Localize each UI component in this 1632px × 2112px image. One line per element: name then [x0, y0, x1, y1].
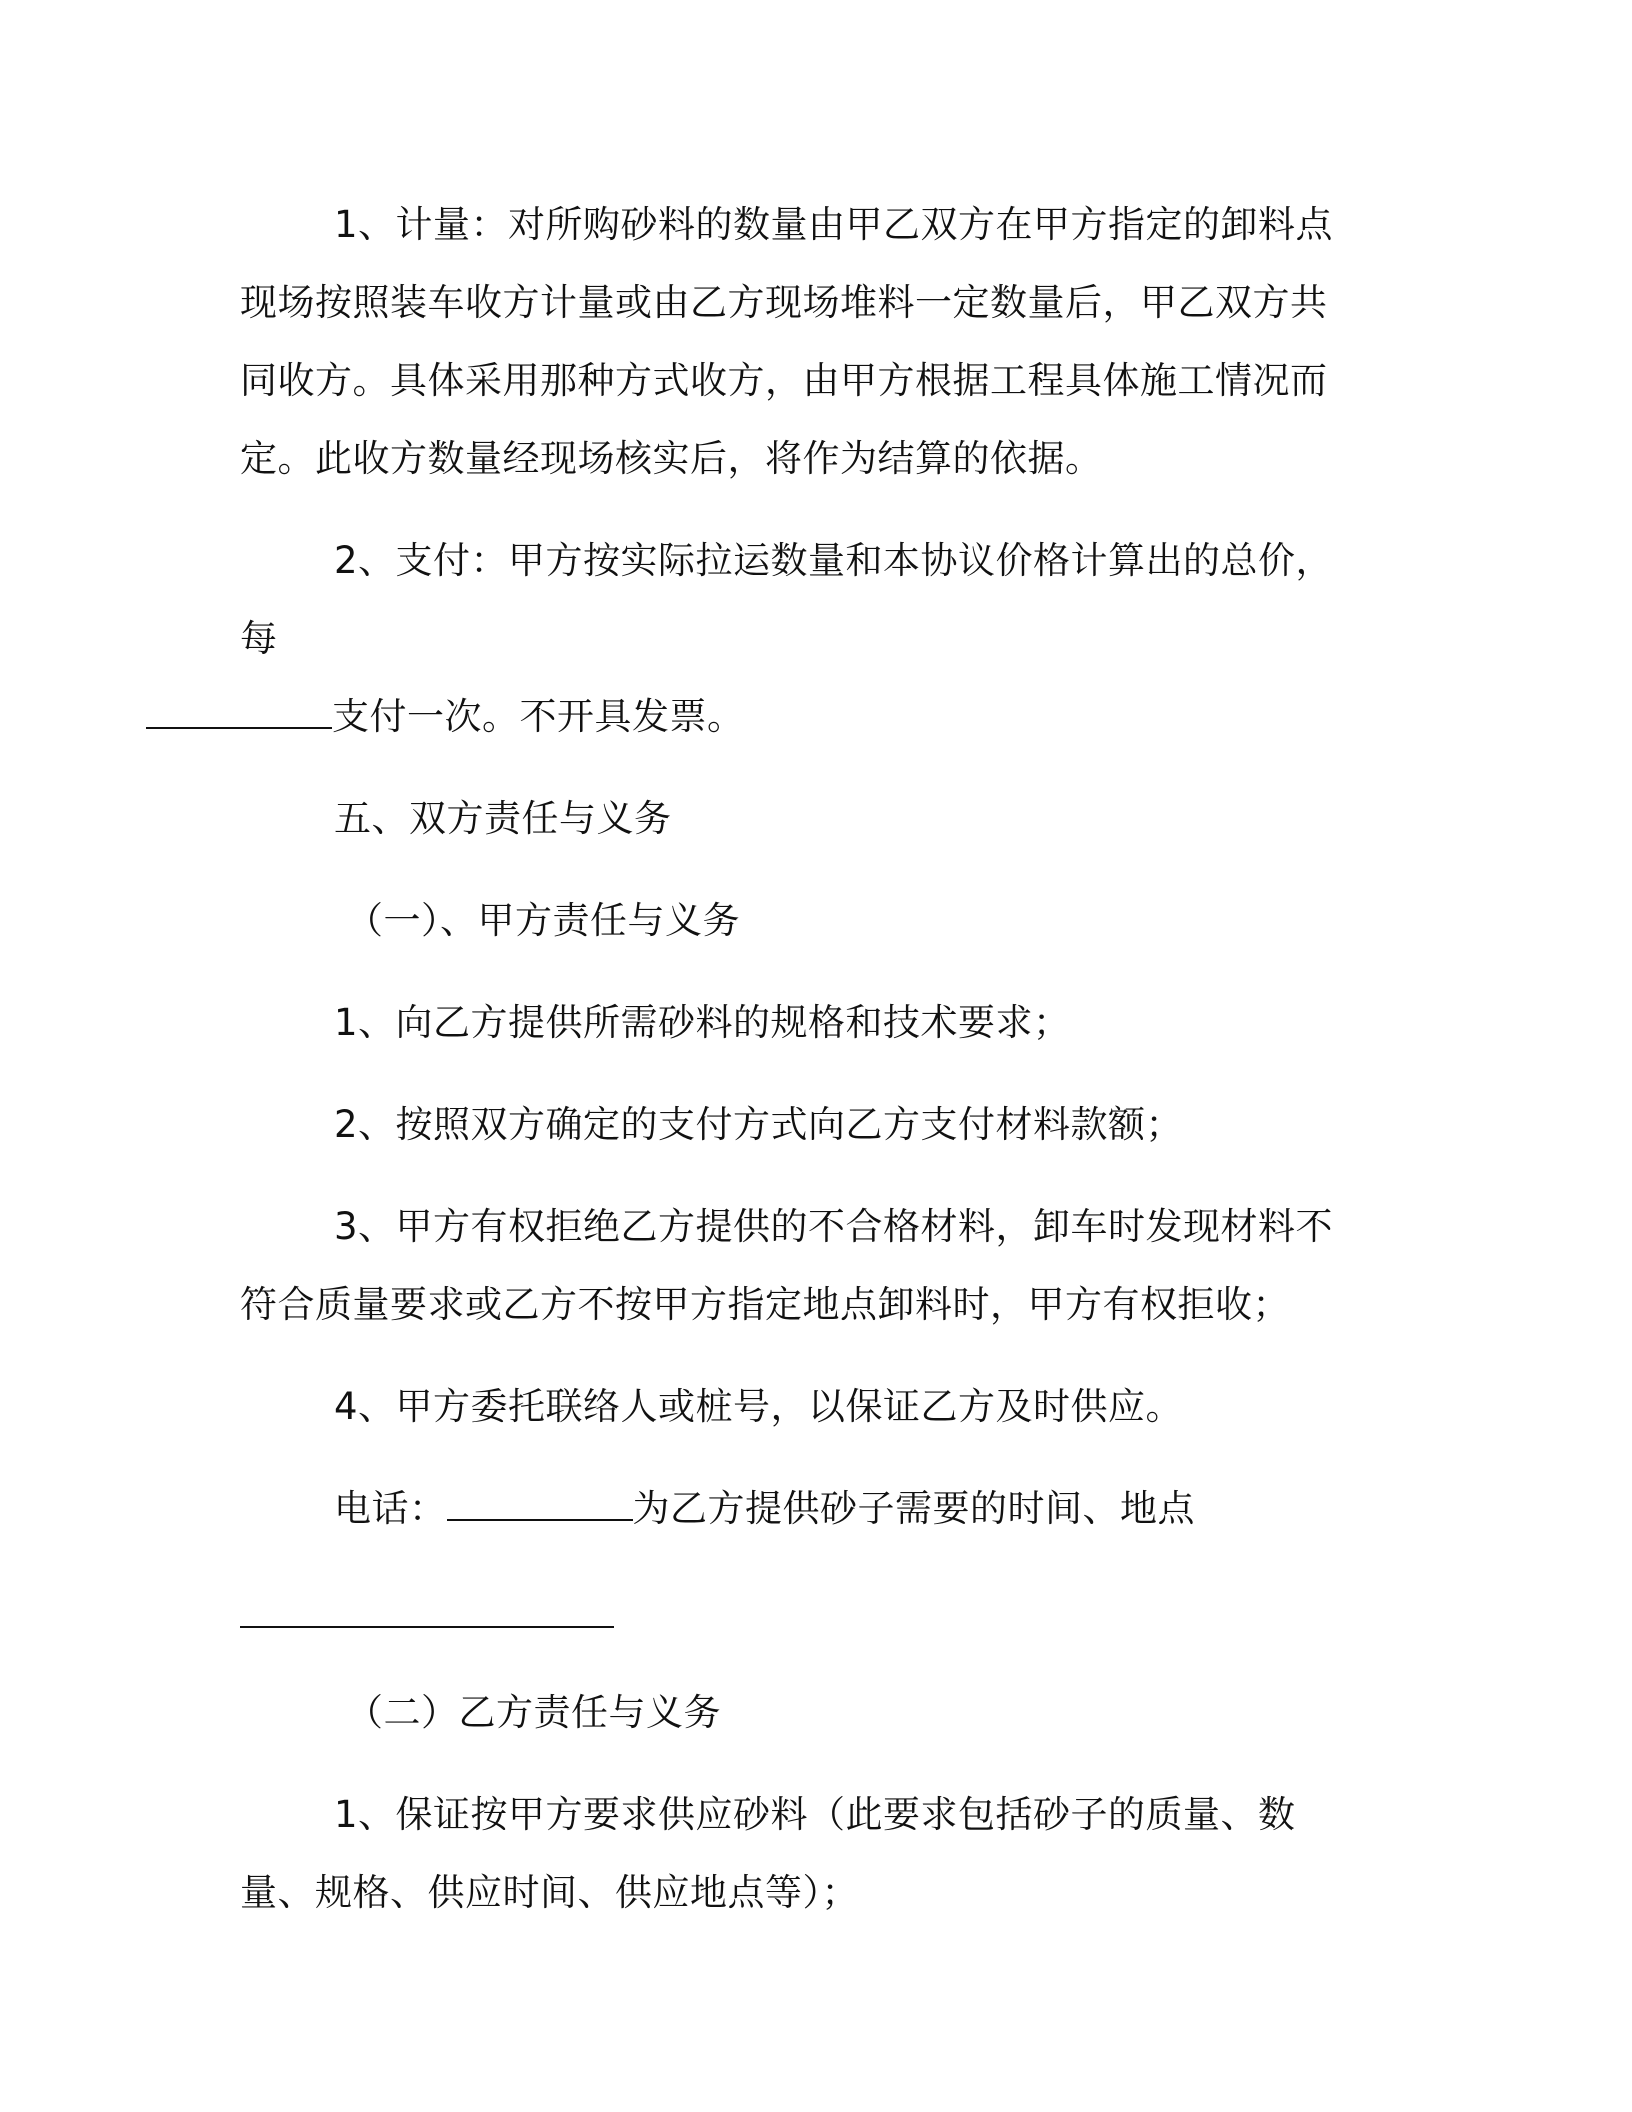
subsection-heading-party-b [240, 1674, 1360, 1752]
party-a-item-4 [240, 1368, 1360, 1446]
document-body [240, 186, 1360, 1956]
subsection-heading-party-b-text: （二）乙方责任与义务 [346, 1691, 721, 1734]
contact-phone-line [240, 1470, 1360, 1548]
time-location-blank [240, 1596, 614, 1628]
paragraph-measurement-text: 1、计量：对所购砂料的数量由甲乙双方在甲方指定的卸料点现场按照装车收方计量或由乙方现场堆料一定数量后，甲乙双方共同收方。具体采用那种方式收方，由甲方根据工程具体施工情况而定。此收方数量经现场核实后，将作为结算的依据。 [240, 203, 1334, 480]
party-a-item-2 [240, 1086, 1360, 1164]
party-a-item-1 [240, 984, 1360, 1062]
section-heading-duties [240, 780, 1360, 858]
contact-phone-label: 电话： [334, 1487, 447, 1530]
party-a-item-3-text: 3、甲方有权拒绝乙方提供的不合格材料，卸车时发现材料不符合质量要求或乙方不按甲方指定地点卸料时，甲方有权拒收； [240, 1205, 1334, 1326]
section-heading-duties-text: 五、双方责任与义务 [334, 797, 672, 840]
payment-period-blank [146, 697, 332, 729]
subsection-heading-party-a [240, 882, 1360, 960]
party-a-item-3 [240, 1188, 1360, 1344]
party-a-item-4-text: 4、甲方委托联络人或桩号，以保证乙方及时供应。 [334, 1385, 1184, 1428]
paragraph-payment-tail: 支付一次。不开具发票。 [332, 695, 745, 738]
party-a-item-2-text: 2、按照双方确定的支付方式向乙方支付材料款额； [334, 1103, 1184, 1146]
subsection-heading-party-a-text: （一）、甲方责任与义务 [346, 899, 740, 942]
paragraph-measurement [240, 186, 1360, 498]
party-a-item-1-text: 1、向乙方提供所需砂料的规格和技术要求； [334, 1001, 1071, 1044]
phone-number-blank [447, 1489, 633, 1521]
contact-phone-tail: 为乙方提供砂子需要的时间、地点 [632, 1487, 1195, 1530]
party-b-item-1-text: 1、保证按甲方要求供应砂料（此要求包括砂子的质量、数量、规格、供应时间、供应地点等）； [240, 1793, 1296, 1914]
time-location-line [240, 1572, 1360, 1650]
paragraph-payment [240, 522, 1360, 756]
party-b-item-1 [240, 1776, 1360, 1932]
paragraph-payment-text: 2、支付：甲方按实际拉运数量和本协议价格计算出的总价，每 [240, 539, 1334, 660]
